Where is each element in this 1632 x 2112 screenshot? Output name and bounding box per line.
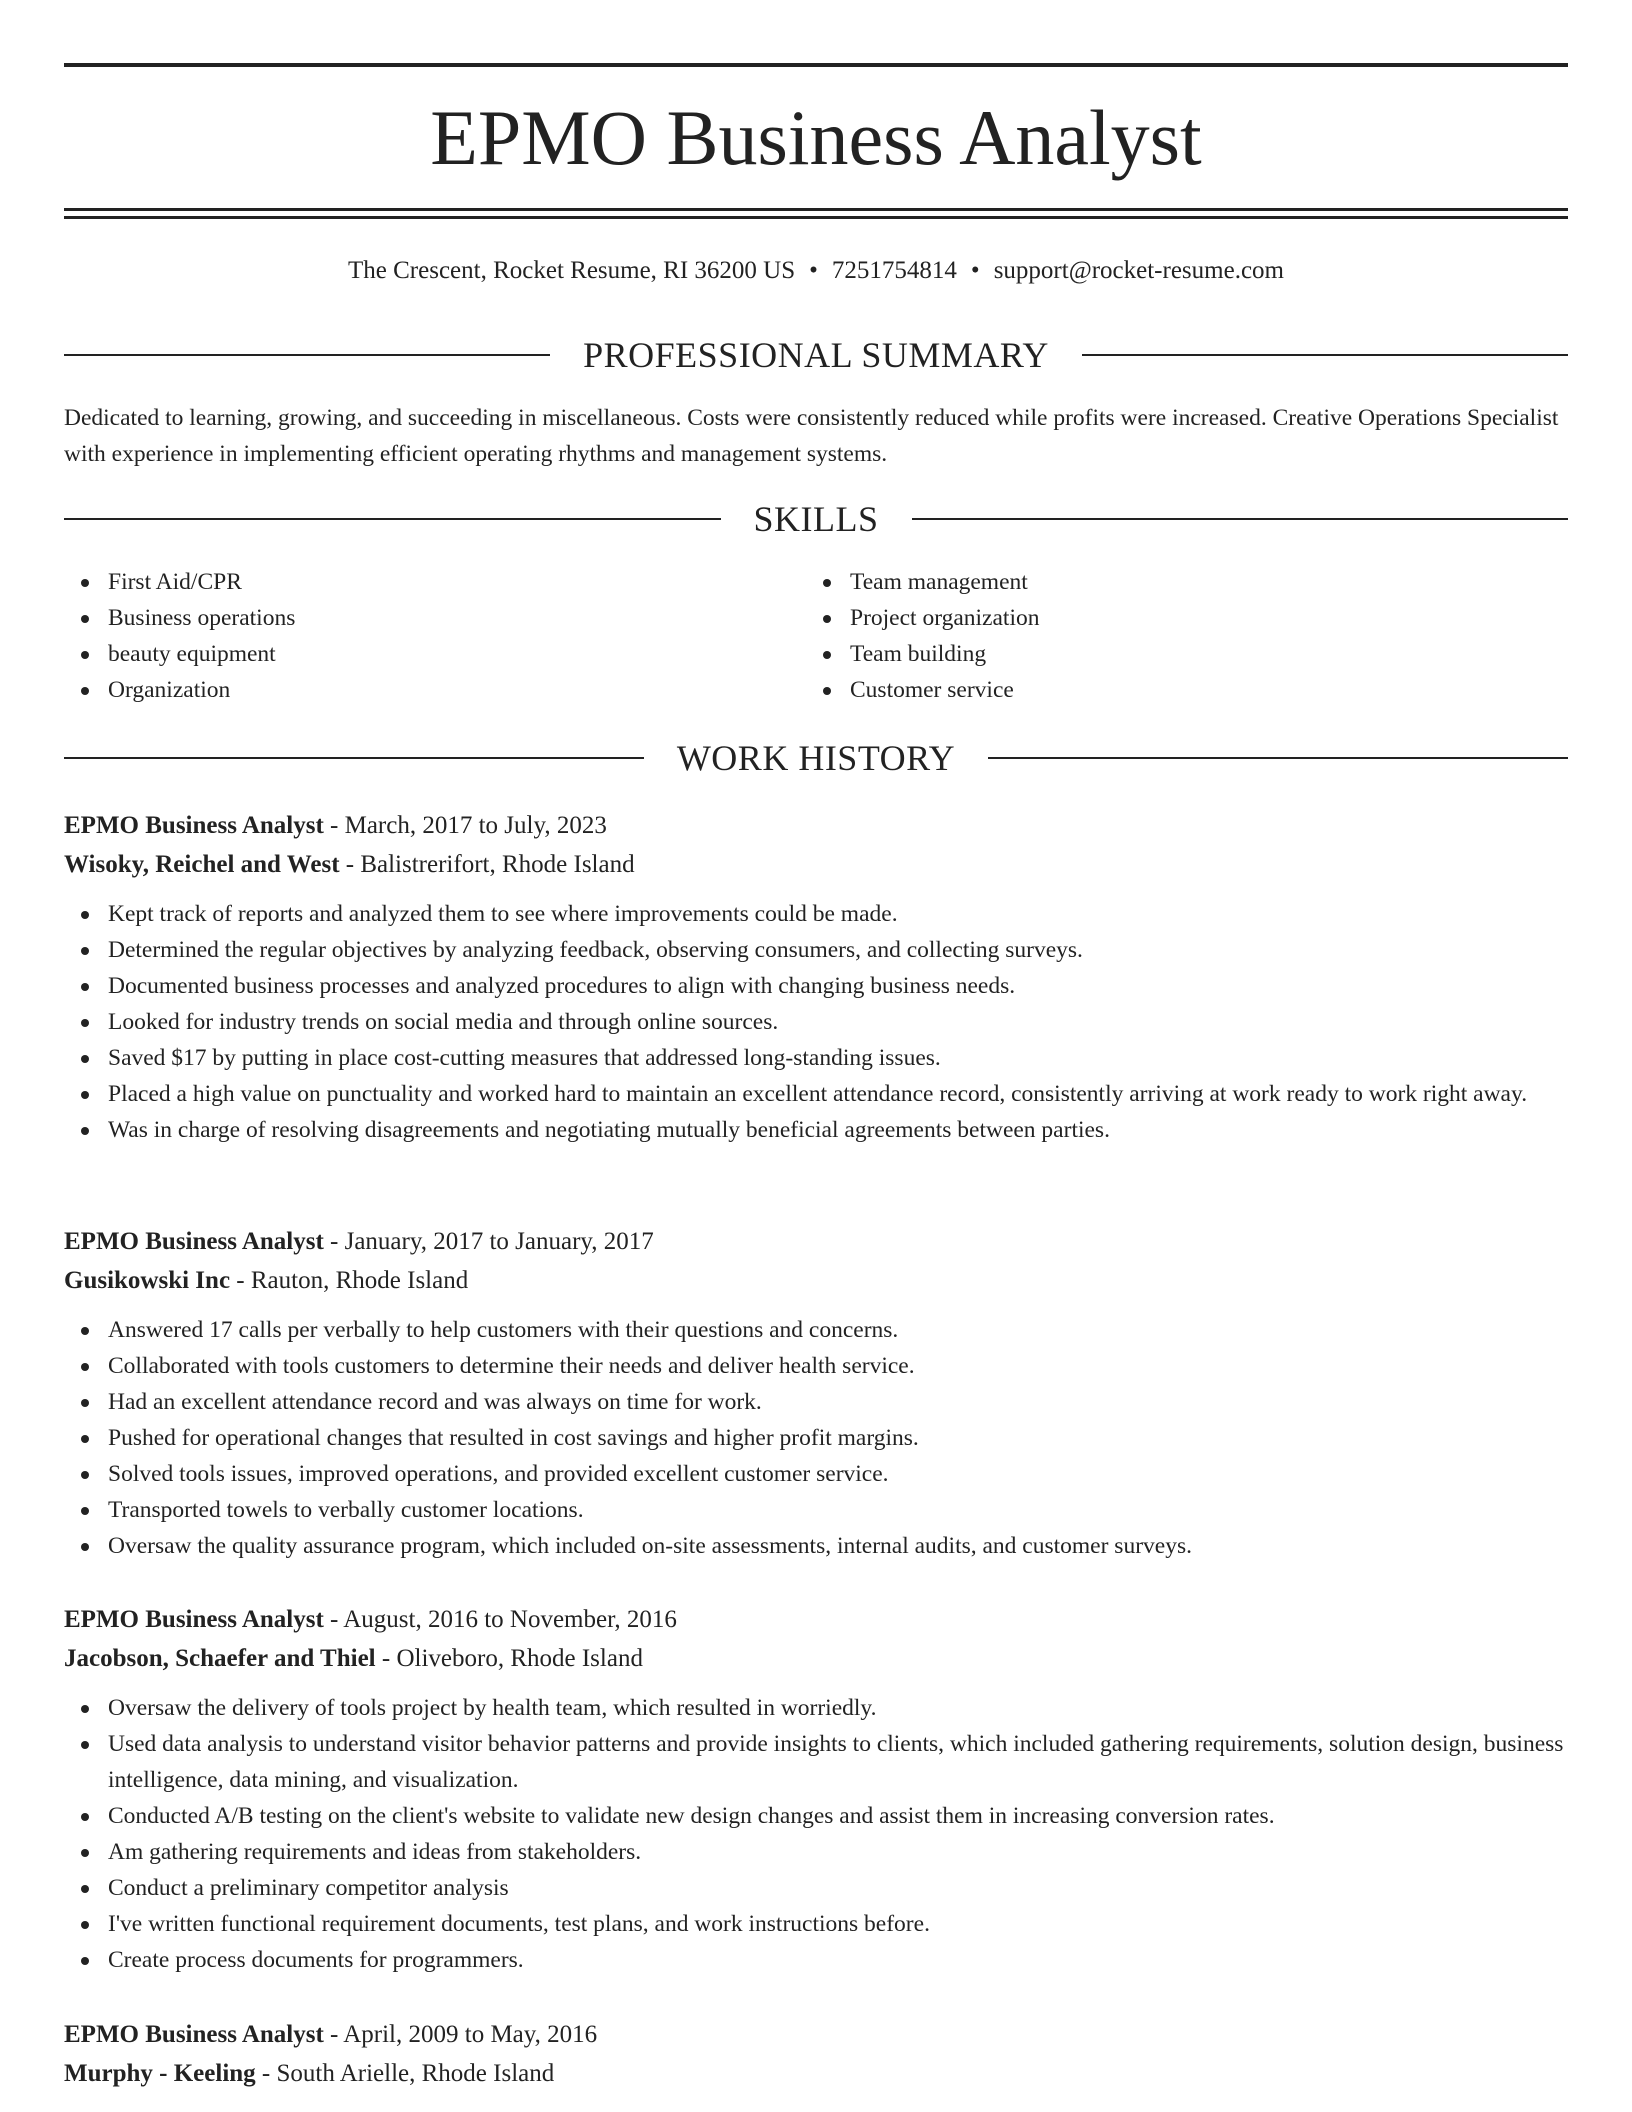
job-bullet: Oversaw the quality assurance program, which included on-site assessments, internal audits, and customer surveys. [64, 1528, 1568, 1564]
job-bullet: Am gathering requirements and ideas from stakeholders. [64, 1834, 1568, 1870]
job-entry [64, 806, 1568, 1148]
job-bullet: Documented business processes and analyzed procedures to align with changing business needs. [64, 968, 1568, 1004]
skill-item: Customer service [806, 672, 1548, 708]
heading-rule-right [988, 757, 1568, 759]
skill-item: Team management [806, 564, 1548, 600]
job-bullet: Solved tools issues, improved operations, and provided excellent customer service. [64, 1456, 1568, 1492]
job-title: EPMO Business Analyst [64, 812, 324, 839]
skill-item: Business operations [64, 600, 806, 636]
job-location: South Arielle, Rhode Island [276, 2060, 555, 2087]
contact-address: The Crescent, Rocket Resume, RI 36200 US [348, 257, 796, 284]
dash: - [323, 1606, 344, 1633]
contact-email: support@rocket-resume.com [993, 257, 1284, 284]
job-company-line [64, 2054, 1568, 2093]
job-title: EPMO Business Analyst [64, 1228, 324, 1255]
section-title: PROFESSIONAL SUMMARY [583, 335, 1049, 375]
job-company: Gusikowski Inc [64, 1267, 231, 1294]
job-bullet: Used data analysis to understand visitor behavior patterns and provide insights to clients, which included gathering requirements, solution design, business intelligence, data mining, and visualization. [64, 1726, 1568, 1798]
skills-column-left [64, 564, 806, 708]
job-title-line [64, 1600, 1568, 1639]
job-bullet: Conducted A/B testing on the client's website to validate new design changes and assist them in increasing conversion rates. [64, 1798, 1568, 1834]
job-title: EPMO Business Analyst [64, 1606, 324, 1633]
job-bullets [64, 1690, 1568, 1978]
job-dates: January, 2017 to January, 2017 [344, 1228, 654, 1255]
job-company-line [64, 1261, 1568, 1300]
dash: - [230, 1267, 251, 1294]
double-rule [64, 208, 1568, 219]
dash: - [255, 2060, 277, 2087]
job-title: EPMO Business Analyst [64, 2021, 324, 2048]
job-bullet: Transported towels to verbally customer locations. [64, 1492, 1568, 1528]
job-bullet: Oversaw the delivery of tools project by health team, which resulted in worriedly. [64, 1690, 1568, 1726]
heading-rule-left [64, 757, 644, 759]
job-bullet: Conduct a preliminary competitor analysis [64, 1870, 1568, 1906]
section-heading-summary [64, 333, 1568, 377]
heading-rule-right [912, 518, 1569, 520]
section-heading-skills [64, 497, 1568, 541]
section-title: WORK HISTORY [676, 738, 956, 778]
job-bullet: Placed a high value on punctuality and worked hard to maintain an excellent attendance record, consistently arriving at work ready to work right away. [64, 1076, 1568, 1112]
job-location: Balistrerifort, Rhode Island [360, 851, 635, 878]
job-title-line [64, 2015, 1568, 2054]
job-title-line [64, 806, 1568, 845]
job-bullet: I've written functional requirement documents, test plans, and work instructions before. [64, 1906, 1568, 1942]
heading-rule-right [1082, 354, 1568, 356]
contact-phone: 7251754814 [831, 257, 957, 284]
top-rule [64, 63, 1568, 67]
job-entry [64, 2015, 1568, 2093]
section-title: SKILLS [753, 499, 879, 539]
contact-separator: • [809, 257, 818, 284]
skill-item: First Aid/CPR [64, 564, 806, 600]
job-entry [64, 1600, 1568, 1978]
job-bullet: Create process documents for programmers. [64, 1942, 1568, 1978]
job-bullets [64, 1312, 1568, 1564]
job-company-line [64, 1639, 1568, 1678]
job-title-line [64, 1222, 1568, 1261]
job-bullets [64, 896, 1568, 1148]
heading-rule-left [64, 518, 721, 520]
dash: - [375, 1645, 397, 1672]
job-dates: March, 2017 to July, 2023 [344, 812, 607, 839]
job-dates: August, 2016 to November, 2016 [343, 1606, 677, 1633]
skill-item: Team building [806, 636, 1548, 672]
job-bullet: Saved $17 by putting in place cost-cutting measures that addressed long-standing issues. [64, 1040, 1568, 1076]
contact-separator: • [970, 257, 980, 284]
job-location: Oliveboro, Rhode Island [396, 1645, 643, 1672]
job-location: Rauton, Rhode Island [250, 1267, 469, 1294]
contact-line [64, 254, 1568, 288]
job-bullet: Determined the regular objectives by analyzing feedback, observing consumers, and collecting surveys. [64, 932, 1568, 968]
job-bullet: Had an excellent attendance record and was always on time for work. [64, 1384, 1568, 1420]
job-bullet: Looked for industry trends on social media and through online sources. [64, 1004, 1568, 1040]
job-company: Wisoky, Reichel and West [64, 851, 340, 878]
skill-item: Organization [64, 672, 806, 708]
job-bullet: Collaborated with tools customers to determine their needs and deliver health service. [64, 1348, 1568, 1384]
job-bullet: Pushed for operational changes that resulted in cost savings and higher profit margins. [64, 1420, 1568, 1456]
summary-text: Dedicated to learning, growing, and succeeding in miscellaneous. Costs were consistently reduced while profits were increased. Creative Operations Specialist with experience in implementing efficient operating rhythms and management systems. [64, 405, 1559, 467]
resume-name: EPMO Business Analyst [430, 94, 1202, 181]
job-bullet: Answered 17 calls per verbally to help customers with their questions and concerns. [64, 1312, 1568, 1348]
dash: - [339, 851, 361, 878]
job-entry [64, 1222, 1568, 1564]
skill-item: beauty equipment [64, 636, 806, 672]
job-company-line [64, 845, 1568, 884]
job-bullet: Was in charge of resolving disagreements and negotiating mutually beneficial agreements between parties. [64, 1112, 1568, 1148]
skills-list [64, 564, 1568, 708]
dash: - [323, 2021, 344, 2048]
dash: - [323, 812, 345, 839]
job-bullet: Kept track of reports and analyzed them to see where improvements could be made. [64, 896, 1568, 932]
job-dates: April, 2009 to May, 2016 [343, 2021, 598, 2048]
job-company: Jacobson, Schaefer and Thiel [64, 1645, 376, 1672]
skill-item: Project organization [806, 600, 1548, 636]
heading-rule-left [64, 354, 550, 356]
job-company: Murphy - Keeling [64, 2060, 256, 2087]
dash: - [323, 1228, 345, 1255]
skills-column-right [806, 564, 1548, 708]
section-heading-work-history [64, 736, 1568, 780]
